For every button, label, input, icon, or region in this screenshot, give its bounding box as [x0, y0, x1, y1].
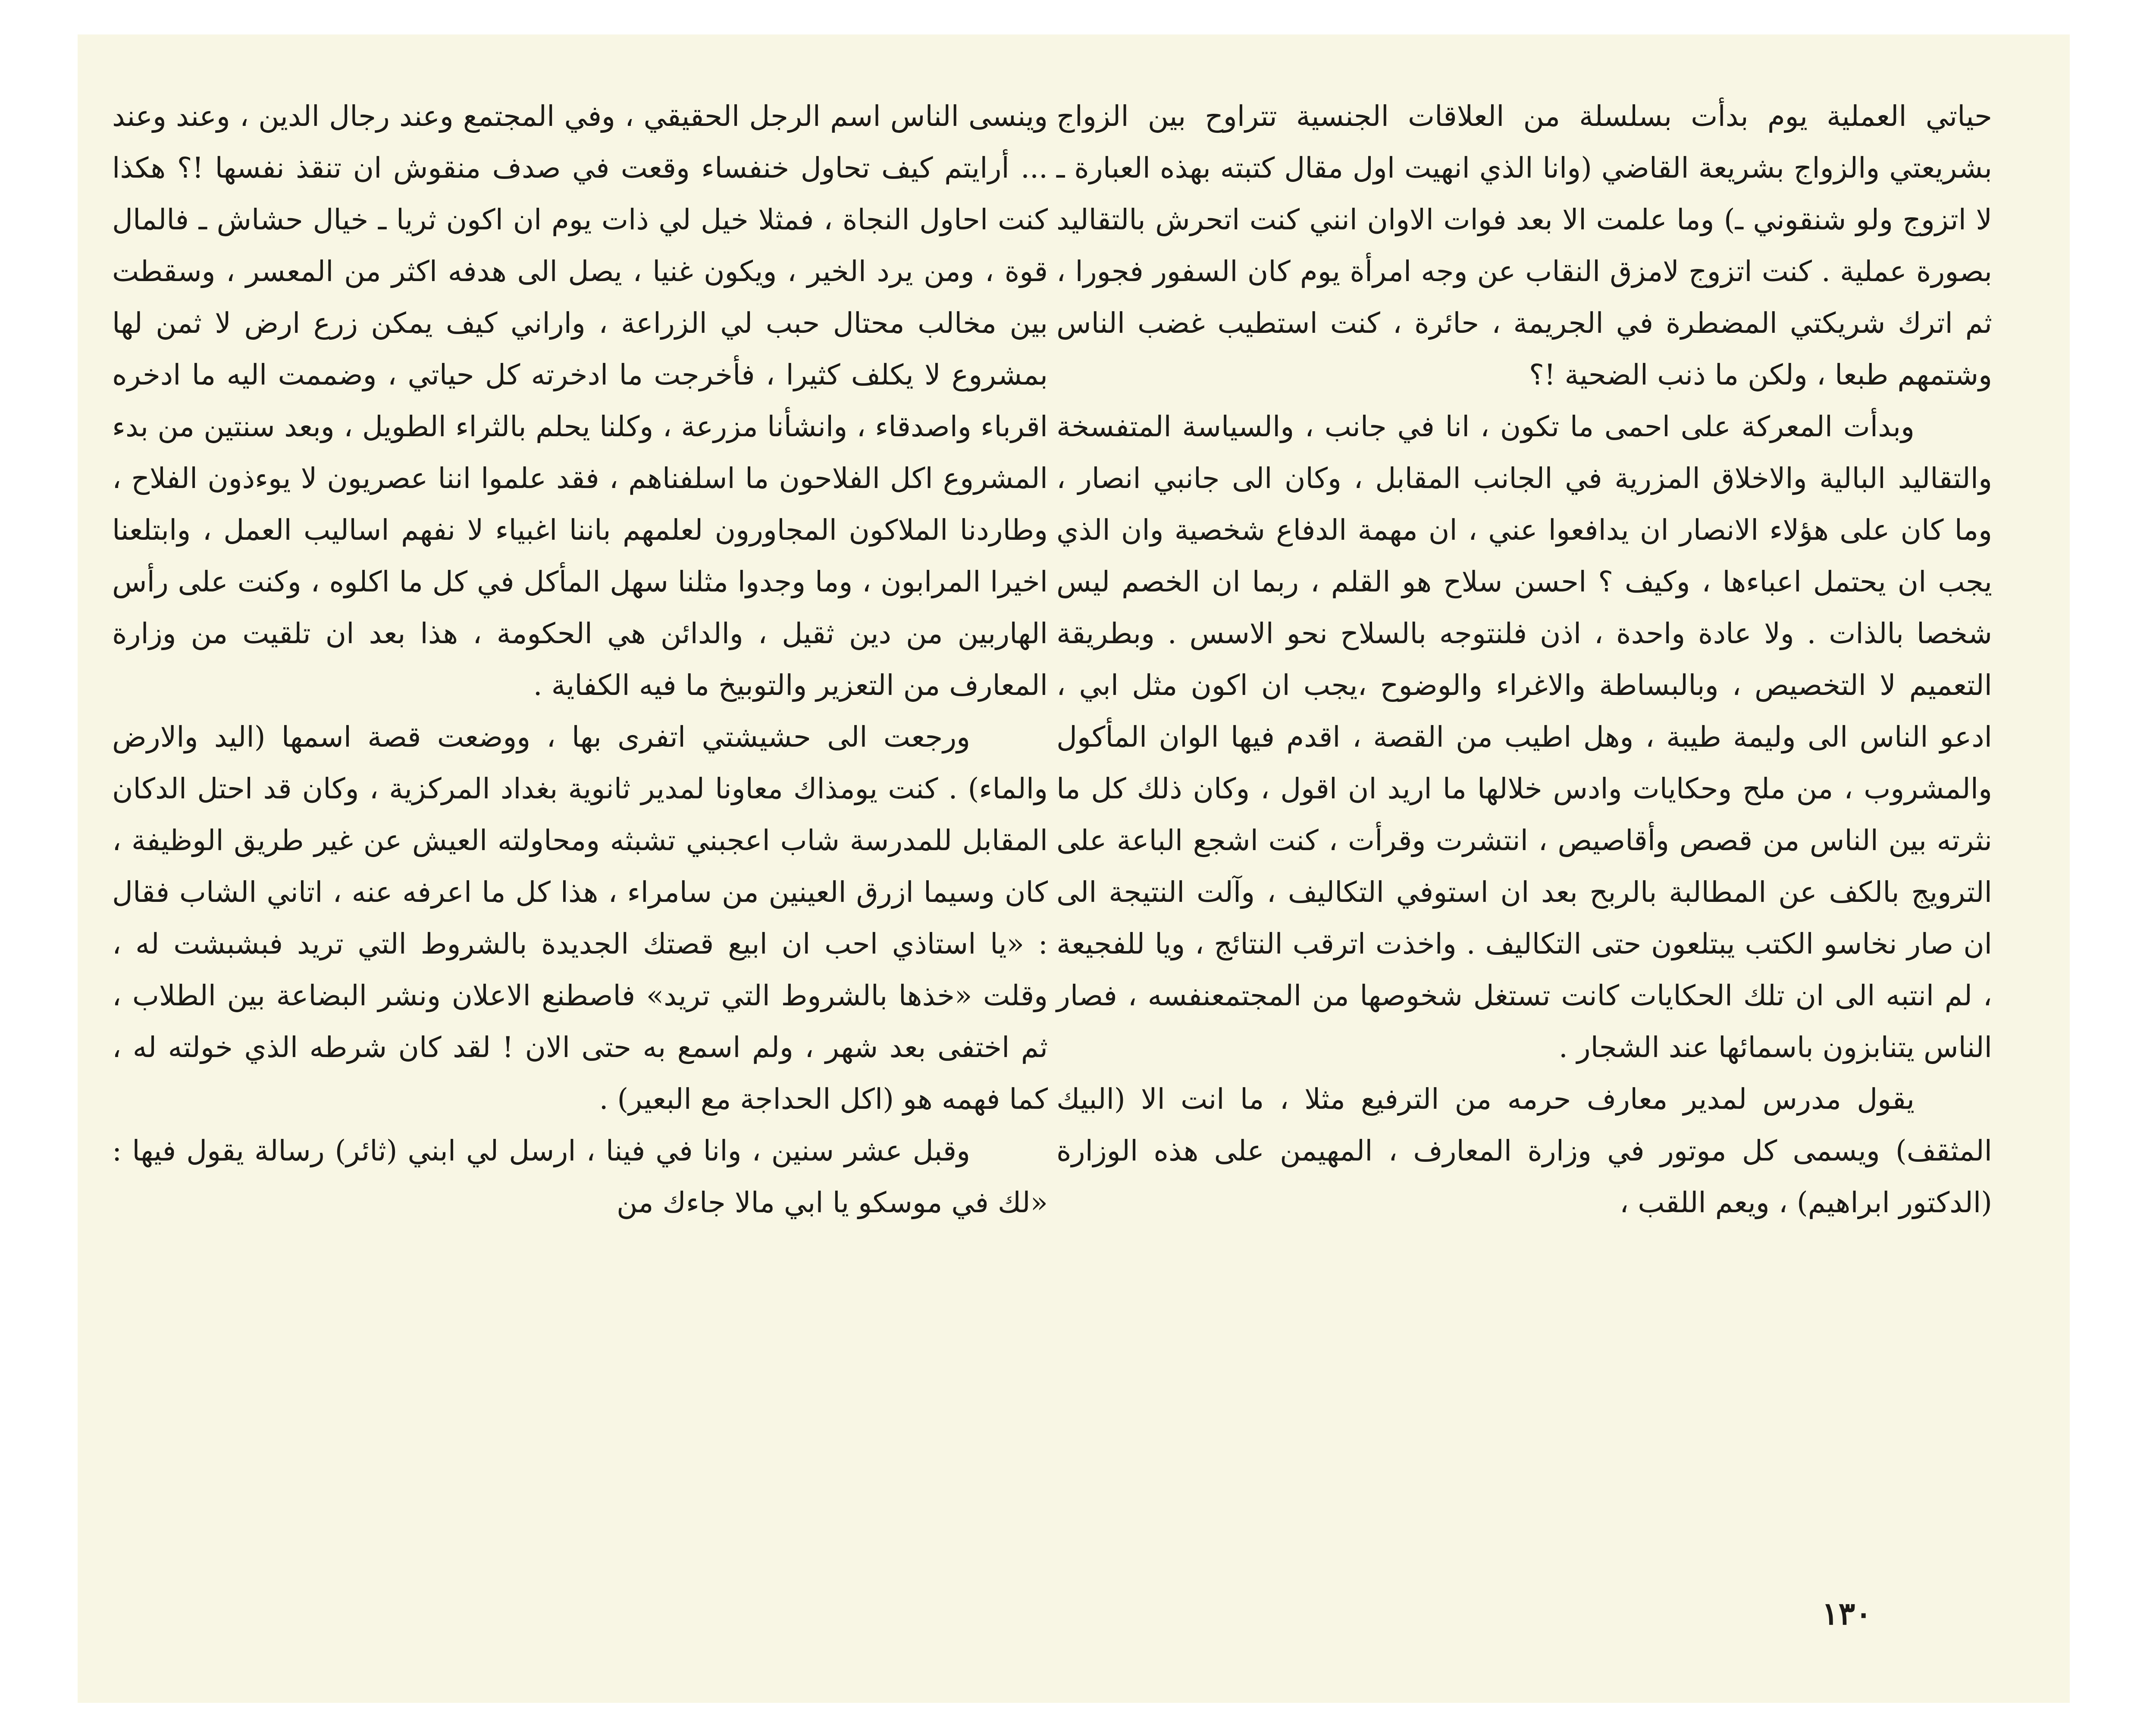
paragraph: وقبل عشر سنين ، وانا في فينا ، ارسل لي ابني (ثائر) رسالة يقول فيها : «لك في موسكو يا ابي مالا جاءك من — [112, 1134, 1048, 1219]
left-text-column — [112, 91, 1048, 1229]
paragraph: وينسى الناس اسم الرجل الحقيقي ، وفي المجتمع وعند رجال الدين ، وعند وعند ... أرايتم كيف تحاول خنفساء وقعت في صدف منقوش ان تنقذ نفسها !؟ هكذا كنت احاول النجاة ، فمثلا خيل لي ذات يوم ان اكون ثريا ـ خيال حشاش ـ فالمال قوة ، ومن يرد الخير ، ويكون غنيا ، يصل الى هدفه اكثر من المعسر ، وسقطت بين مخالب محتال حبب لي الزراعة ، واراني كيف يمكن زرع ارض لا ثمن لها بمشروع لا يكلف كثيرا ، فأخرجت ما ادخرته كل حياتي ، وضممت اليه ما ادخره اقرباء واصدقاء ، وانشأنا مزرعة ، وكلنا يحلم بالثراء الطويل ، وبعد سنتين من بدء المشروع اكل الفلاحون ما اسلفناهم ، فقد علموا اننا عصريون لا يوءذون الفلاح ، وطاردنا الملاكون المجاورون لعلمهم باننا اغبياء لا نفهم اساليب العمل ، وابتلعنا اخيرا المرابون ، وما وجدوا مثلنا سهل المأكل في كل ما اكلوه ، وكنت على رأس الهاربين من دين ثقيل ، والدائن هي الحكومة ، هذا بعد ان تلقيت من وزارة المعارف من التعزير والتوبيخ ما فيه الكفاية . — [112, 100, 1048, 702]
book-page — [78, 34, 2070, 1703]
right-text-column — [1056, 91, 1992, 1229]
paragraph: ورجعت الى حشيشتي اتفرى بها ، ووضعت قصة اسمها (اليد والارض والماء) . كنت يومذاك معاونا لمدير ثانوية بغداد المركزية ، وكان قد احتل الدكان المقابل للمدرسة شاب اعجبني تشبثه ومحاولته العيش عن غير طريق الوظيفة ، كان وسيما ازرق العينين من سامراء ، هذا كل ما اعرفه عنه ، اتاني الشاب فقال : «يا استاذي احب ان ابيع قصتك الجديدة بالشروط التي تريد فبشبشت له ، وقلت «خذها بالشروط التي تريد» فاصطنع الاعلان ونشر البضاعة بين الطلاب ، ثم اختفى بعد شهر ، ولم اسمع به حتى الان ! لقد كان شرطه الذي خولته له ، كما فهمه هو (اكل الحداجة مع البعير) . — [112, 720, 1048, 1116]
paragraph: حياتي العملية يوم بدأت بسلسلة من العلاقات الجنسية تتراوح بين الزواج بشريعتي والزواج بشريعة القاضي (وانا الذي انهيت اول مقال كتبته بهذه العبارة ـ لا اتزوج ولو شنقوني ـ) وما علمت الا بعد فوات الاوان انني كنت اتحرش بالتقاليد بصورة عملية . كنت اتزوج لامزق النقاب عن وجه امرأة يوم كان السفور فجورا ، ثم اترك شريكتي المضطرة في الجريمة ، حائرة ، كنت استطيب غضب الناس وشتمهم طبعا ، ولكن ما ذنب الضحية !؟ — [1056, 100, 1992, 391]
paragraph: وبدأت المعركة على احمى ما تكون ، انا في جانب ، والسياسة المتفسخة والتقاليد البالية والاخلاق المزرية في الجانب المقابل ، وكان الى جانبي انصار ، وما كان على هؤلاء الانصار ان يدافعوا عني ، ان مهمة الدفاع شخصية وان الذي يجب ان يحتمل اعباءها ، وكيف ؟ احسن سلاح هو القلم ، ربما ان الخصم ليس شخصا بالذات . ولا عادة واحدة ، اذن فلنتوجه بالسلاح نحو الاسس . وبطريقة التعميم لا التخصيص ، وبالبساطة والاغراء والوضوح ،يجب ان اكون مثل ابي ، ادعو الناس الى وليمة طيبة ، وهل اطيب من القصة ، اقدم فيها الوان المأكول والمشروب ، من ملح وحكايات وادس خلالها ما اريد ان اقول ، وكان ذلك كل ما نثرته بين الناس من قصص وأقاصيص ، انتشرت وقرأت ، كنت اشجع الباعة على الترويج بالكف عن المطالبة بالربح بعد ان استوفي التكاليف ، وآلت النتيجة الى ان صار نخاسو الكتب يبتلعون حتى التكاليف . واخذت اترقب النتائج ، ويا للفجيعة ، لم انتبه الى ان تلك الحكايات كانت تستغل شخوصها من المجتمعنفسه ، فصار الناس يتنابزون باسمائها عند الشجار . — [1056, 410, 1992, 1064]
paragraph: يقول مدرس لمدير معارف حرمه من الترفيع مثلا ، ما انت الا (البيك المثقف) ويسمى كل موتور في وزارة المعارف ، المهيمن على هذه الوزارة (الدكتور ابراهيم) ، ويعم اللقب ، — [1056, 1082, 1992, 1219]
page-number: ١٣٠ — [1822, 1595, 1872, 1632]
